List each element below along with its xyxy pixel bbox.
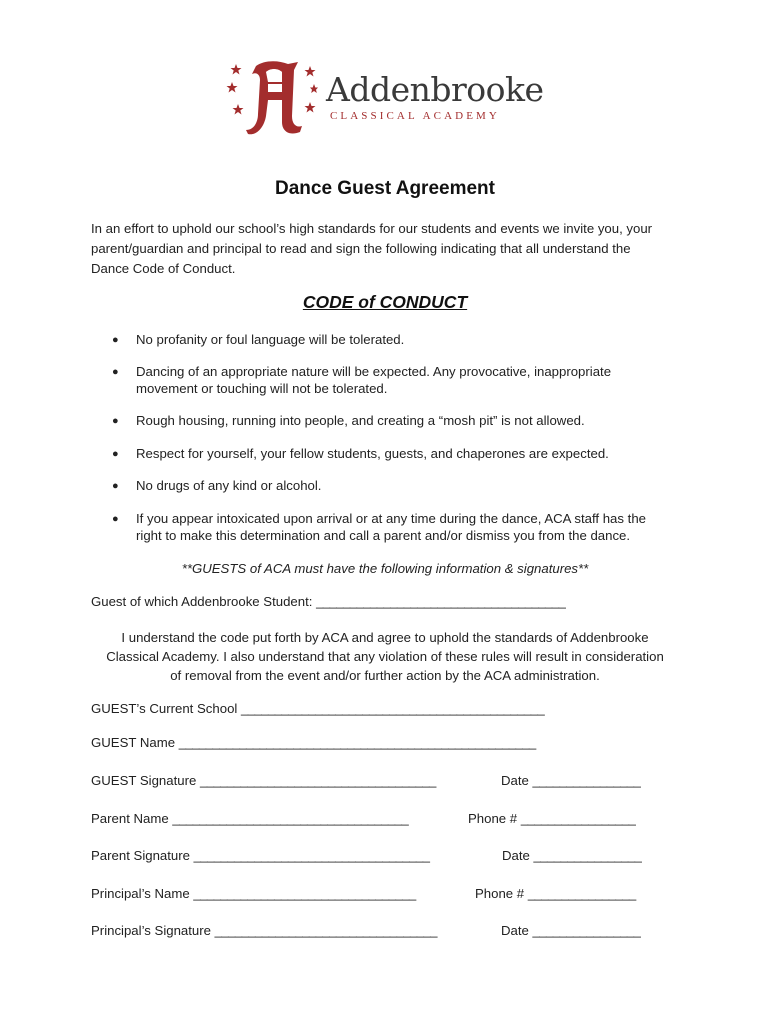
- intro-line: Dance Code of Conduct.: [91, 261, 236, 276]
- guest-signature-blank[interactable]: ___________________________________: [199, 773, 436, 788]
- intro-line: parent/guardian and principal to read and sign the following indicating that all understand the: [91, 241, 631, 256]
- current-school-label: GUEST’s Current School: [91, 701, 238, 716]
- principal-signature-label: Principal’s Signature: [91, 923, 211, 938]
- rule-item: [112, 364, 692, 397]
- rule-text: Rough housing, running into people, and creating a “mosh pit” is not allowed.: [136, 413, 585, 428]
- rule-item: [112, 511, 692, 544]
- page-title: Dance Guest Agreement: [275, 178, 495, 199]
- intro-paragraph: [91, 219, 691, 279]
- parent-signature-label: Parent Signature: [91, 848, 190, 863]
- student-field-label: Guest of which Addenbrooke Student:: [91, 594, 313, 609]
- bullet-icon: ●: [112, 513, 119, 525]
- agreement-line: I understand the code put forth by ACA and agree to uphold the standards of Addenbrooke: [121, 630, 649, 645]
- guest-date-field[interactable]: [501, 773, 640, 788]
- guest-name-label: GUEST Name: [91, 735, 176, 750]
- bullet-icon: ●: [112, 480, 119, 492]
- parent-phone-field[interactable]: [468, 811, 635, 826]
- parent-name-field[interactable]: [91, 811, 408, 826]
- rule-text: No profanity or foul language will be tolerated.: [136, 332, 405, 347]
- current-school-field[interactable]: [91, 701, 544, 716]
- parent-date-label: Date: [502, 848, 530, 863]
- intro-line: In an effort to uphold our school’s high standards for our students and events we invite you, your: [91, 221, 653, 236]
- rule-item: [112, 446, 692, 463]
- principal-signature-field[interactable]: [91, 923, 437, 938]
- guest-date-label: Date: [501, 773, 529, 788]
- parent-name-blank[interactable]: ___________________________________: [172, 811, 409, 826]
- bullet-icon: ●: [112, 366, 119, 378]
- principal-phone-blank[interactable]: ________________: [527, 886, 636, 901]
- agreement-line: of removal from the event and/or further action by the ACA administration.: [170, 668, 600, 683]
- parent-signature-blank[interactable]: ___________________________________: [193, 848, 430, 863]
- rule-text: If you appear intoxicated upon arrival or at any time during the dance, ACA staff has the: [136, 511, 646, 526]
- parent-date-field[interactable]: [502, 848, 641, 863]
- bullet-icon: ●: [112, 448, 119, 460]
- rule-text: movement or touching will not be tolerated.: [136, 380, 388, 396]
- guest-signature-label: GUEST Signature: [91, 773, 197, 788]
- rule-text: right to make this determination and call a parent and/or dismiss you from the dance.: [136, 527, 631, 543]
- rule-item: [112, 478, 692, 495]
- logo-name: Addenbrooke: [326, 70, 544, 109]
- rule-text: Dancing of an appropriate nature will be expected. Any provocative, inappropriate: [136, 364, 612, 379]
- parent-name-label: Parent Name: [91, 811, 169, 826]
- rule-text: No drugs of any kind or alcohol.: [136, 478, 322, 493]
- principal-date-label: Date: [501, 923, 529, 938]
- current-school-blank[interactable]: _____________________________________________: [241, 701, 545, 716]
- bullet-icon: ●: [112, 415, 119, 427]
- principal-date-blank[interactable]: ________________: [532, 923, 641, 938]
- principal-signature-blank[interactable]: _________________________________: [214, 923, 437, 938]
- bullet-icon: ●: [112, 334, 119, 346]
- principal-date-field[interactable]: [501, 923, 640, 938]
- guest-name-field[interactable]: [91, 735, 536, 750]
- student-field-blank[interactable]: _____________________________________: [316, 594, 566, 609]
- parent-date-blank[interactable]: ________________: [533, 848, 642, 863]
- principal-name-blank[interactable]: _________________________________: [193, 886, 416, 901]
- parent-phone-label: Phone #: [468, 811, 518, 826]
- agreement-paragraph: [0, 628, 770, 685]
- guests-note: **GUESTS of ACA must have the following information & signatures**: [181, 561, 589, 576]
- rule-item: [112, 413, 692, 430]
- section-heading: CODE of CONDUCT: [302, 292, 468, 312]
- student-field[interactable]: [91, 594, 565, 609]
- guest-name-blank[interactable]: _____________________________________________________: [178, 735, 536, 750]
- aca-crest-icon: [226, 58, 318, 138]
- principal-phone-label: Phone #: [475, 886, 525, 901]
- principal-name-field[interactable]: [91, 886, 416, 901]
- parent-signature-field[interactable]: [91, 848, 429, 863]
- guest-signature-field[interactable]: [91, 773, 436, 788]
- logo-subtitle: CLASSICAL ACADEMY: [330, 110, 500, 122]
- rule-item: [112, 332, 692, 349]
- guest-date-blank[interactable]: ________________: [532, 773, 641, 788]
- parent-phone-blank[interactable]: _________________: [520, 811, 636, 826]
- agreement-line: Classical Academy. I also understand that any violation of these rules will result in consideration: [106, 649, 664, 664]
- principal-name-label: Principal’s Name: [91, 886, 190, 901]
- school-logo: [226, 58, 556, 138]
- rule-text: Respect for yourself, your fellow students, guests, and chaperones are expected.: [136, 446, 609, 461]
- principal-phone-field[interactable]: [475, 886, 636, 901]
